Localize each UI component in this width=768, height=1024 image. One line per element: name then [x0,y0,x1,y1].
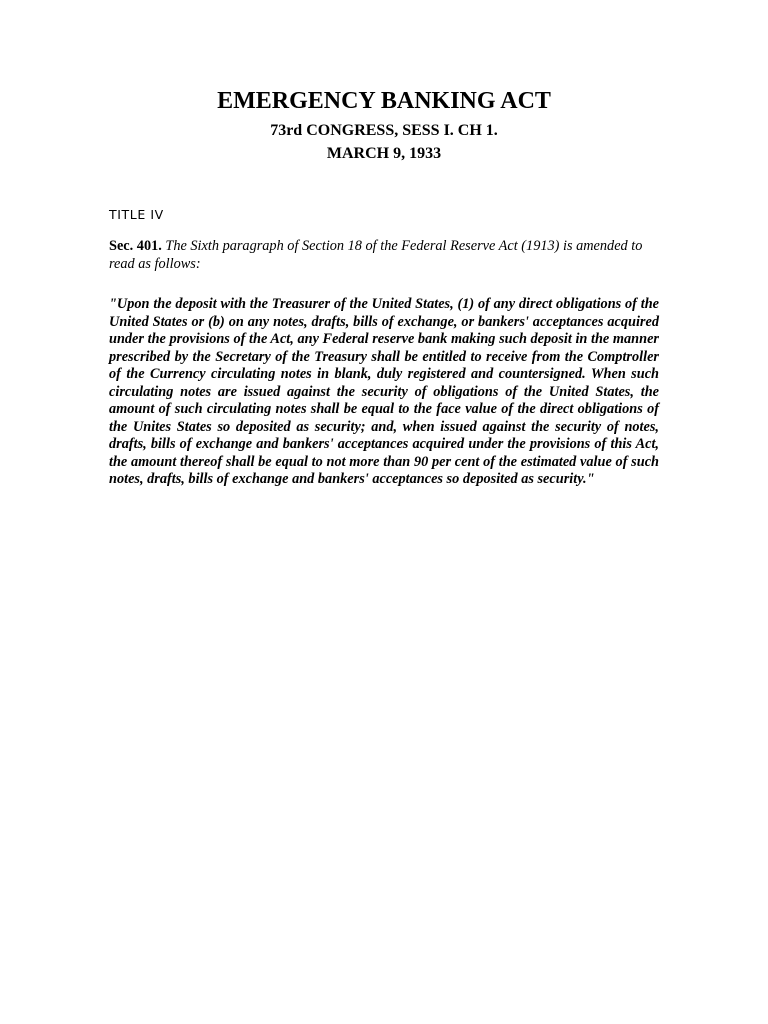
act-date: MARCH 9, 1933 [326,145,442,162]
congress-session: 73rd CONGRESS, SESS I. CH 1. [270,122,498,139]
section-intro [109,238,661,273]
document-title: EMERGENCY BANKING ACT [217,88,551,114]
quoted-paragraph: "Upon the deposit with the Treasurer of the United States, (1) of any direct obligations of the United States or (b) on any notes, drafts, bills of exchange, or bankers' acceptances acquired under the provisions of the Act, any Federal reserve bank making such deposit in the manner prescribed by the Secretary of the Treasury shall be entitled to receive from the Comptroller of the Currency circulating notes in blank, duly registered and countersigned. When such circulating notes are issued against the security of obligations of the United States, the amount of such circulating notes shall be equal to the face value of the direct obligations of the Unites States so deposited as security; and, when issued against the security of notes, drafts, bills of exchange and bankers' acceptances acquired under the provisions of this Act, the amount thereof shall be equal to not more than 90 per cent of the estimated value of such notes, drafts, bills of exchange and bankers' acceptances so deposited as security." [109,296,659,487]
section-label: Sec. 401. [109,238,162,254]
section-text: The Sixth paragraph of Section 18 of the Federal Reserve Act (1913) is amended to read as follows: [109,238,643,272]
section-heading: TITLE IV [109,207,164,222]
